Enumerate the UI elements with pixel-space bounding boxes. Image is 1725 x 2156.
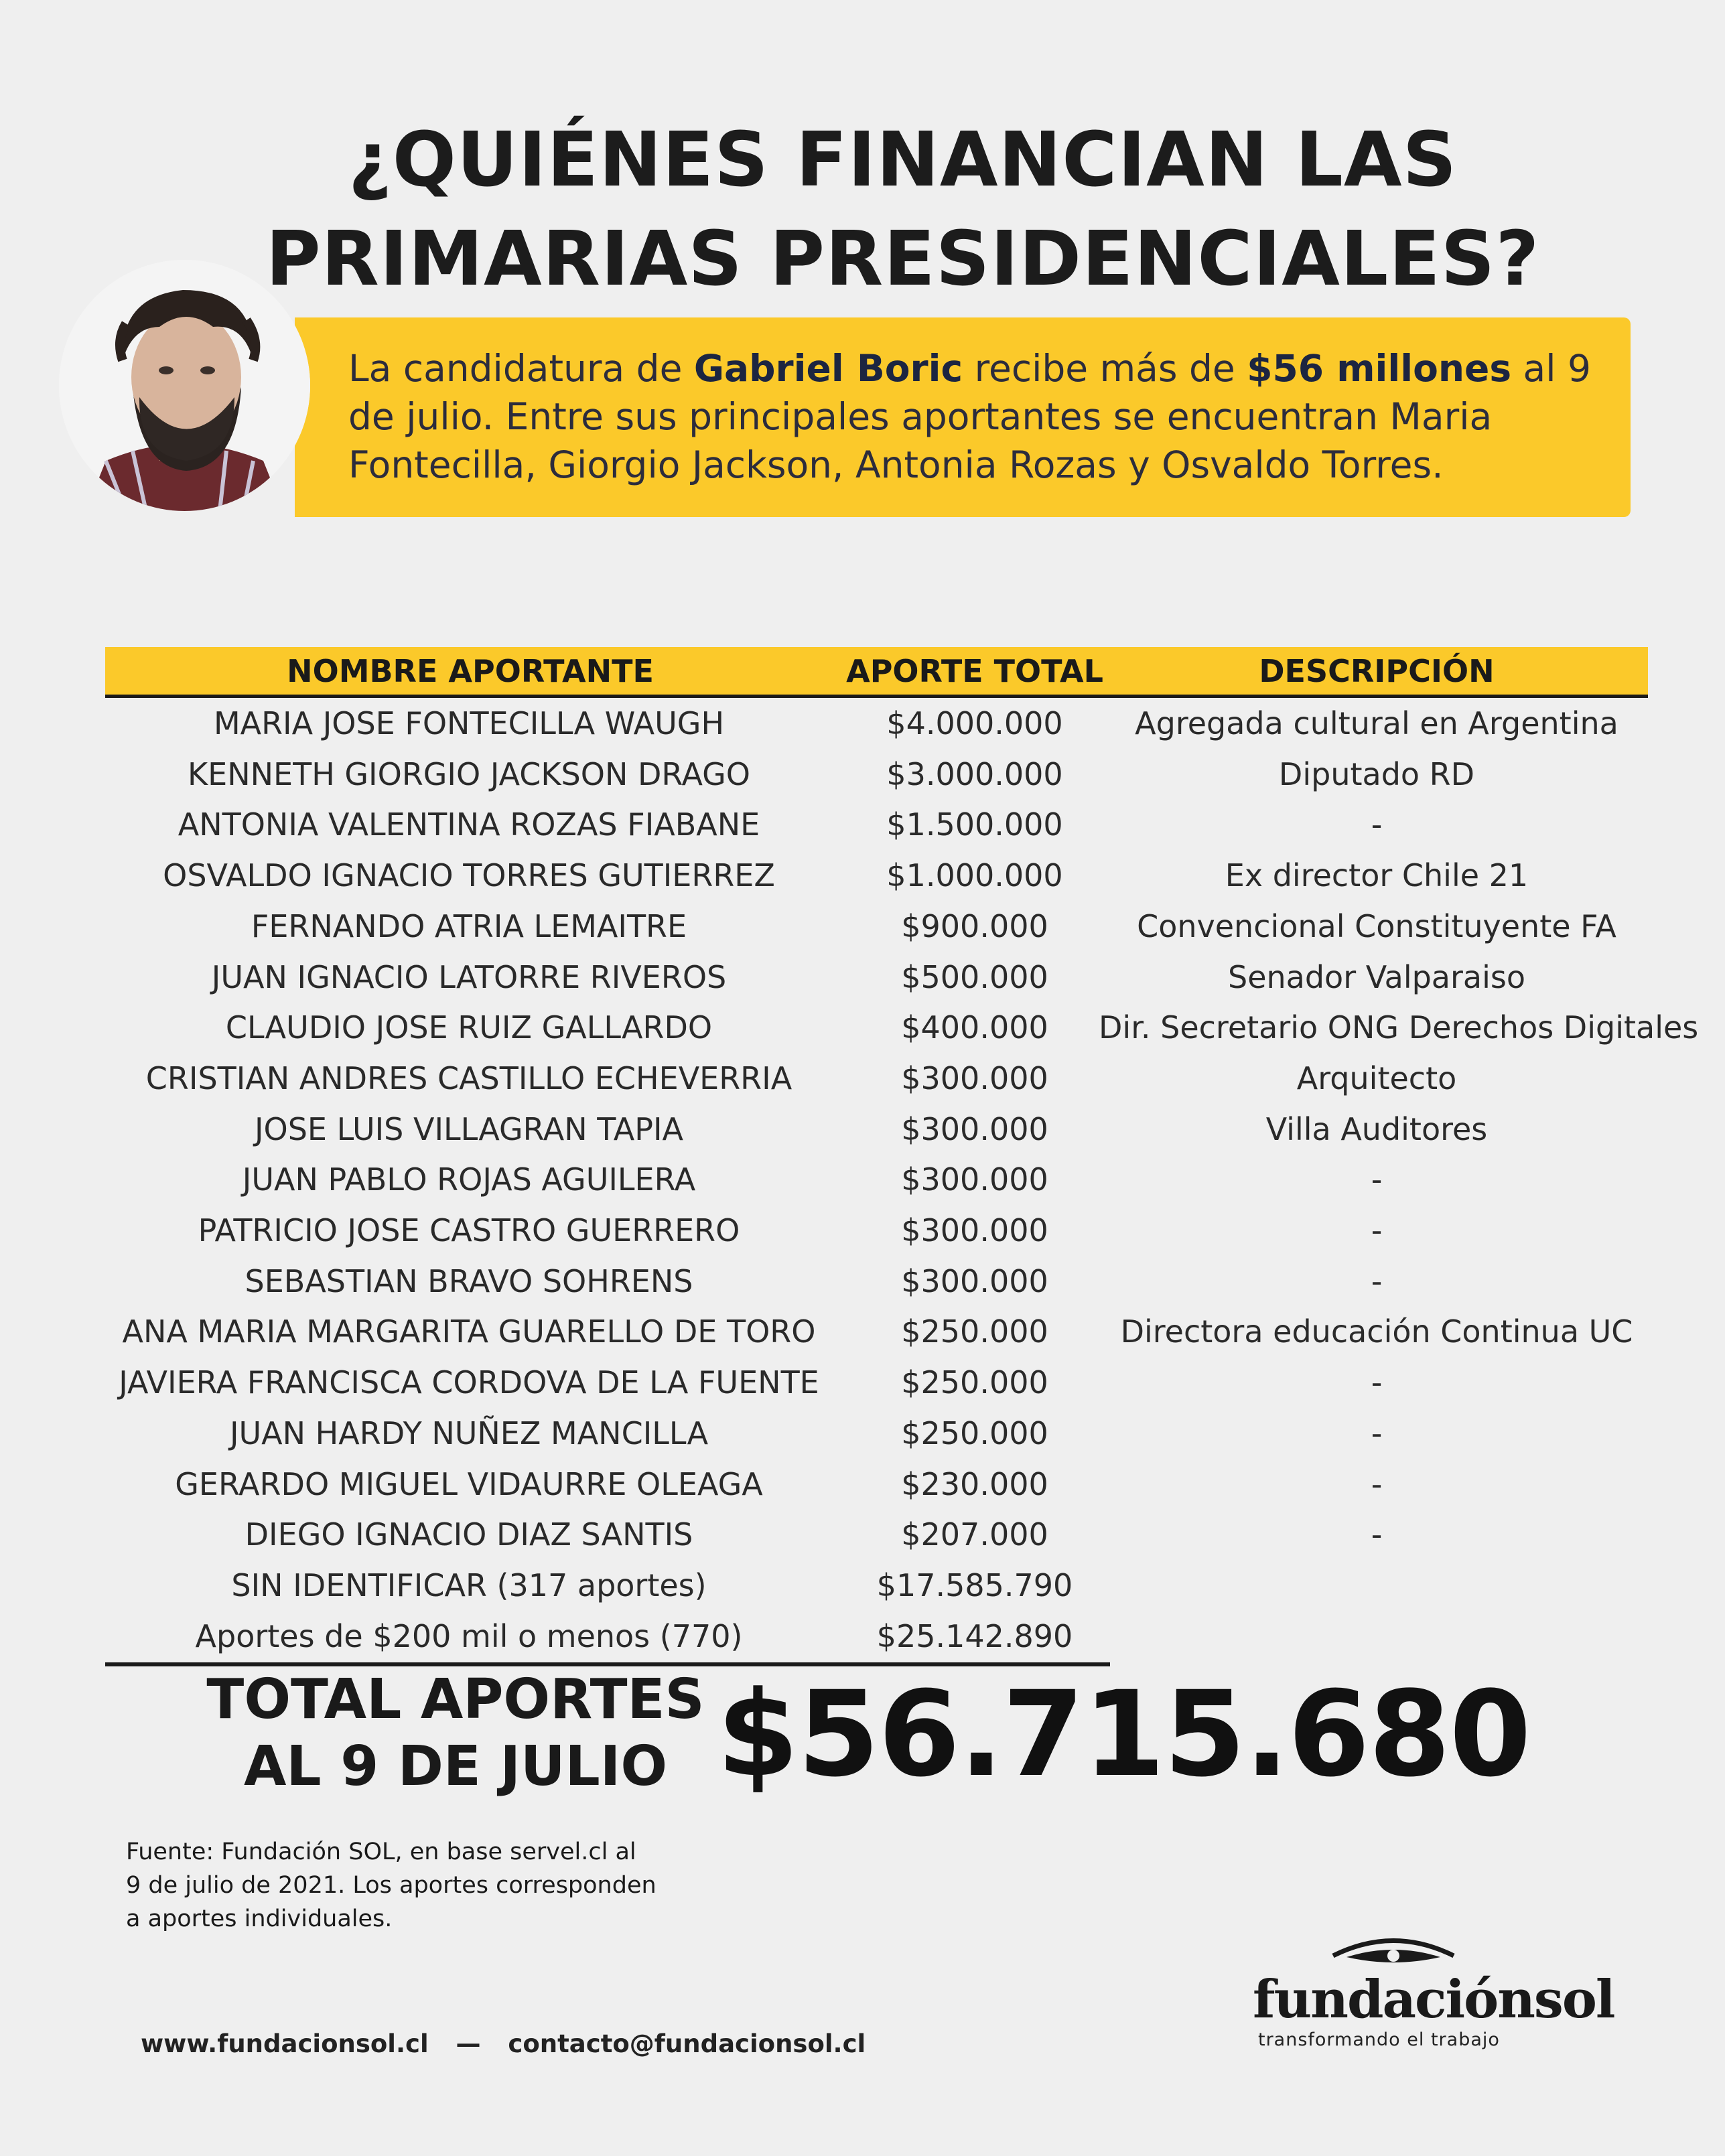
candidate-name: Gabriel Boric [693, 347, 963, 390]
table-row [0, 1459, 1725, 1510]
source-line-2: 9 de julio de 2021. Los aportes corresponden [126, 1872, 657, 1899]
contribution-amount: $207.000 [901, 1516, 1048, 1553]
contribution-amount: $250.000 [901, 1313, 1048, 1350]
contributor-description: Ex director Chile 21 [1225, 857, 1529, 894]
contributor-name: GERARDO MIGUEL VIDAURRE OLEAGA [175, 1465, 763, 1502]
contributor-description: - [1371, 806, 1383, 843]
contributor-description: Arquitecto [1296, 1060, 1457, 1096]
contributor-description: - [1371, 1212, 1383, 1248]
contribution-amount: $300.000 [901, 1263, 1048, 1299]
table-row [0, 901, 1725, 952]
table-row [0, 698, 1725, 749]
total-label-line-1: TOTAL APORTES [206, 1668, 705, 1731]
contribution-amount: $17.585.790 [876, 1567, 1073, 1603]
title-line-1: ¿QUIÉNES FINANCIAN LAS [348, 117, 1458, 204]
table-row [0, 1256, 1725, 1307]
contributor-description [1099, 1560, 1655, 1611]
email-link[interactable]: contacto@fundacionsol.cl [508, 2029, 866, 2058]
contribution-amount: $900.000 [901, 908, 1048, 944]
contributor-name: JUAN HARDY NUÑEZ MANCILLA [229, 1415, 709, 1451]
table-row [0, 1205, 1725, 1256]
contributor-description: Diputado RD [1278, 756, 1475, 792]
contributor-description: - [1371, 1263, 1383, 1299]
contribution-amount: $3.000.000 [886, 756, 1063, 792]
contributor-description: Directora educación Continua UC [1120, 1313, 1633, 1350]
table-row [0, 1053, 1725, 1104]
contributor-name: SEBASTIAN BRAVO SOHRENS [245, 1263, 693, 1299]
contributor-description: Dir. Secretario ONG Derechos Digitales [1099, 1009, 1699, 1046]
contributor-name: FERNANDO ATRIA LEMAITRE [251, 908, 687, 944]
table-header [105, 647, 1648, 696]
table-row [0, 1357, 1725, 1408]
table-row [0, 799, 1725, 850]
contribution-amount: $250.000 [901, 1364, 1048, 1401]
table-row [0, 1002, 1725, 1053]
contribution-amount: $400.000 [901, 1009, 1048, 1046]
contributor-name: ANTONIA VALENTINA ROZAS FIABANE [178, 806, 760, 843]
title-line-2: PRIMARIAS PRESIDENCIALES? [265, 216, 1540, 303]
contributor-description: Villa Auditores [1265, 1110, 1488, 1147]
contributor-description: - [1371, 1415, 1383, 1451]
table-row [0, 1408, 1725, 1459]
contributor-description: - [1371, 1161, 1383, 1198]
header-descripcion: DESCRIPCIÓN [1259, 653, 1495, 689]
summary-text-part: La candidatura de [348, 347, 694, 390]
summary-text [348, 344, 1621, 489]
logo-wordmark: fundaciónsol [1253, 1969, 1614, 2030]
contributor-description: - [1371, 1516, 1383, 1553]
table-row [0, 1560, 1725, 1611]
contributor-name: SIN IDENTIFICAR (317 aportes) [231, 1567, 707, 1603]
summary-amount: $56 millones [1247, 347, 1512, 390]
contributor-description: Agregada cultural en Argentina [1135, 705, 1618, 741]
contributor-name: JUAN IGNACIO LATORRE RIVEROS [211, 958, 727, 995]
source-line-3: a aportes individuales. [126, 1906, 393, 1932]
contributor-description: Senador Valparaiso [1228, 958, 1525, 995]
contribution-amount: $250.000 [901, 1415, 1048, 1451]
portrait-illustration [59, 260, 310, 511]
table-row [0, 1509, 1725, 1560]
contribution-amount: $230.000 [901, 1465, 1048, 1502]
contribution-amount: $300.000 [901, 1060, 1048, 1096]
contribution-amount: $300.000 [901, 1212, 1048, 1248]
contributor-name: PATRICIO JOSE CASTRO GUERRERO [198, 1212, 740, 1248]
contributor-name: CRISTIAN ANDRES CASTILLO ECHEVERRIA [145, 1060, 792, 1096]
contributor-name: Aportes de $200 mil o menos (770) [195, 1618, 743, 1654]
contributor-name: JAVIERA FRANCISCA CORDOVA DE LA FUENTE [119, 1364, 819, 1401]
contributor-name: DIEGO IGNACIO DIAZ SANTIS [245, 1516, 693, 1553]
contributor-description: - [1371, 1465, 1383, 1502]
table-row [0, 1104, 1725, 1155]
source-line-1: Fuente: Fundación SOL, en base servel.cl al [126, 1839, 636, 1865]
contribution-amount: $1.500.000 [886, 806, 1063, 843]
contributor-name: OSVALDO IGNACIO TORRES GUTIERREZ [163, 857, 775, 894]
table-row [0, 1154, 1725, 1205]
table-row [0, 952, 1725, 1003]
page-title [0, 111, 1725, 309]
summary-banner [295, 317, 1631, 517]
total-value: $56.715.680 [717, 1666, 1530, 1803]
table-row [0, 1611, 1725, 1662]
logo-tagline: transformando el trabajo [1258, 2029, 1500, 2050]
header-nombre: NOMBRE APORTANTE [287, 653, 654, 689]
contribution-amount: $1.000.000 [886, 857, 1063, 894]
total-label-line-2: AL 9 DE JULIO [243, 1735, 668, 1798]
contributor-description: - [1371, 1364, 1383, 1401]
total-label [201, 1666, 710, 1800]
contributor-name: KENNETH GIORGIO JACKSON DRAGO [187, 756, 751, 792]
source-note [126, 1835, 729, 1936]
table-row [0, 749, 1725, 800]
footer-contact [141, 2029, 866, 2058]
website-link[interactable]: www.fundacionsol.cl [141, 2029, 429, 2058]
contributor-description: Convencional Constituyente FA [1137, 908, 1616, 944]
contributor-name: JOSE LUIS VILLAGRAN TAPIA [254, 1110, 684, 1147]
contributor-name: MARIA JOSE FONTECILLA WAUGH [213, 705, 725, 741]
contributor-name: ANA MARIA MARGARITA GUARELLO DE TORO [122, 1313, 816, 1350]
footer-separator: — [456, 2029, 481, 2058]
fundacionsol-logo [1253, 1929, 1614, 2050]
contribution-amount: $300.000 [901, 1110, 1048, 1147]
contribution-amount: $4.000.000 [886, 705, 1063, 741]
summary-text-part: al 9 de julio. Entre sus principales aportantes se encuentran Maria Fontecilla, Giorgio Jackson, Antonia Rozas y Osvaldo Torres. [348, 347, 1592, 486]
contributor-name: CLAUDIO JOSE RUIZ GALLARDO [225, 1009, 713, 1046]
contributor-description [1099, 1611, 1655, 1662]
contribution-amount: $300.000 [901, 1161, 1048, 1198]
contribution-amount: $25.142.890 [876, 1618, 1073, 1654]
contributor-name: JUAN PABLO ROJAS AGUILERA [242, 1161, 696, 1198]
contribution-amount: $500.000 [901, 958, 1048, 995]
summary-text-part: recibe más de [963, 347, 1247, 390]
candidate-portrait [59, 260, 310, 511]
header-aporte: APORTE TOTAL [846, 653, 1103, 689]
table-row [0, 1306, 1725, 1357]
table-row [0, 850, 1725, 901]
